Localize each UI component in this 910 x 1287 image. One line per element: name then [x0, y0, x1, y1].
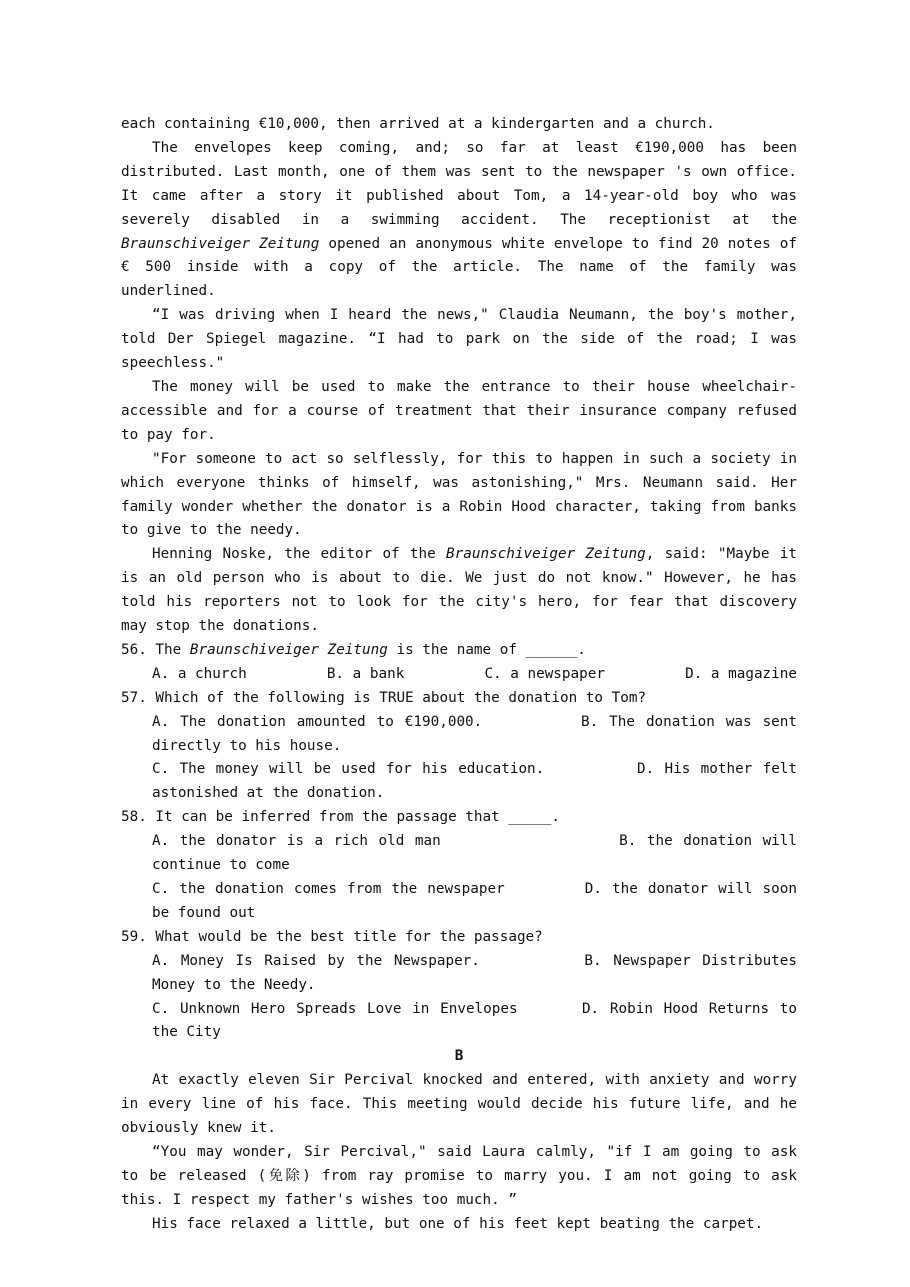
q59-options-cd	[121, 998, 797, 1046]
q59-option-a: A. Money Is Raised by the Newspaper.	[152, 952, 480, 969]
question-57: 57. Which of the following is TRUE about the donation to Tom?	[121, 689, 647, 706]
q57-option-d: D. His mother felt astonished at the donation.	[152, 761, 798, 802]
paragraph-1-text: The envelopes keep coming, and; so far at least €190,000 has been distributed. Last month, one of them was sent to the newspaper 's own office. It came after a story it published about Tom, a 14-year-old boy who was severely disabled in a swimming accident. The receptionist at the	[121, 139, 797, 228]
section-heading-b: B	[454, 1048, 464, 1065]
passage-a-paragraph-1	[121, 137, 797, 304]
question-59: 59. What would be the best title for the passage?	[121, 928, 543, 945]
q56-option-a: A. a church	[152, 665, 247, 682]
passage-a-paragraph-3: The money will be used to make the entrance to their house wheelchair-accessible and for a course of treatment that their insurance company refused to pay for.	[121, 378, 797, 443]
newspaper-name: Braunschiveiger Zeitung	[446, 546, 646, 563]
passage-a-paragraph-2: “I was driving when I heard the news," Claudia Neumann, the boy's mother, told Der Spiegel magazine. “I had to park on the side of the road; I was speechless."	[121, 307, 797, 372]
q58-option-b: B. the donation will continue to come	[152, 833, 797, 874]
q57-option-a: A. The donation amounted to €190,000.	[152, 713, 483, 730]
q58-option-c: C. the donation comes from the newspaper	[152, 881, 505, 897]
q59-option-b: B. Newspaper Distributes Money to the Needy.	[152, 952, 797, 993]
passage-a-paragraph-5	[121, 543, 797, 639]
q58-option-d: D. the donator will soon be found out	[152, 881, 797, 921]
document-page	[121, 113, 797, 1237]
question-56	[121, 639, 797, 663]
paragraph-1-end: opened an anonymous white envelope to find 20 notes of € 500 inside with a copy of the article. The name of the family was underlined.	[121, 235, 797, 300]
newspaper-name: Braunschiveiger Zeitung	[121, 235, 320, 252]
paragraph-5-start: Henning Noske, the editor of the	[152, 546, 436, 563]
passage-b-paragraph-2: “You may wonder, Sir Percival," said Laura calmly, "if I am going to ask to be released (免除) from ray promise to marry you. I am not going to ask this. I respect my father's wishes too much. ”	[121, 1143, 797, 1208]
q56-option-c: C. a newspaper	[484, 665, 605, 682]
q57-option-b: B. The donation was sent directly to his house.	[152, 713, 797, 754]
q57-options-ab	[121, 711, 797, 759]
question-56-options	[121, 663, 797, 687]
q58-option-a: A. the donator is a rich old man	[152, 833, 441, 850]
q57-options-cd	[121, 758, 797, 806]
newspaper-name: Braunschiveiger Zeitung	[189, 641, 388, 658]
passage-b-paragraph-1: At exactly eleven Sir Percival knocked and entered, with anxiety and worry in every line of his face. This meeting would decide his future life, and he obviously knew it.	[121, 1072, 797, 1137]
q56-start: 56. The	[121, 641, 182, 658]
passage-b-paragraph-3: His face relaxed a little, but one of his feet kept beating the carpet.	[152, 1215, 764, 1232]
q57-option-c: C. The money will be used for his education.	[152, 761, 545, 778]
paragraph-5-end: , said: "Maybe it is an old person who is about to die. We just do not know." However, he has told his reporters not to look for the city's hero, for fear that discovery may stop the donations.	[121, 546, 798, 635]
q58-options-cd	[121, 878, 797, 926]
passage-a-paragraph-0: each containing €10,000, then arrived at a kindergarten and a church.	[121, 116, 715, 132]
question-58: 58. It can be inferred from the passage that _____.	[121, 809, 560, 826]
passage-a-paragraph-4: "For someone to act so selflessly, for this to happen in such a society in which everyone thinks of himself, was astonishing," Mrs. Neumann said. Her family wonder whether the donator is a Robin Hood character, taking from banks to give to the needy.	[121, 450, 797, 539]
q56-option-d: D. a magazine	[685, 665, 797, 682]
q56-option-b: B. a bank	[326, 665, 405, 682]
q56-end: is the name of ______.	[396, 641, 586, 658]
q58-options-ab	[121, 830, 797, 878]
q59-options-ab	[121, 950, 797, 998]
q59-option-c: C. Unknown Hero Spreads Love in Envelopes	[152, 1000, 518, 1017]
q59-option-d: D. Robin Hood Returns to the City	[152, 1000, 797, 1041]
